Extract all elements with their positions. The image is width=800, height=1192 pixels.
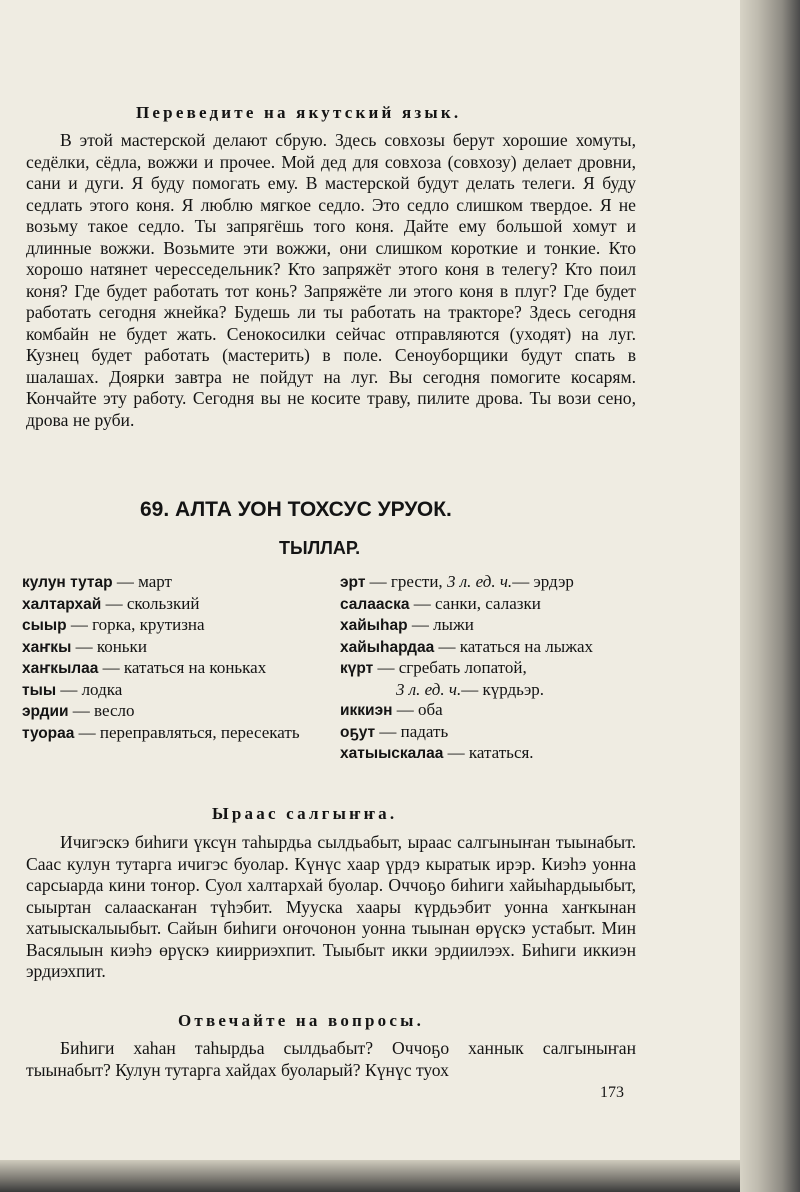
vocab-list-right xyxy=(340,572,632,765)
vocab-entry xyxy=(340,658,632,700)
vocab-definition: — весло xyxy=(68,701,135,720)
vocab-entry xyxy=(340,615,632,637)
vocab-entry xyxy=(22,680,322,702)
vocab-definition: — горка, крутизна xyxy=(66,615,205,634)
translate-heading: Переведите на якутский язык. xyxy=(136,103,462,122)
page-number: 173 xyxy=(600,1084,624,1101)
vocab-entry xyxy=(340,743,632,765)
vocab-definition: — лыжи xyxy=(407,615,474,634)
vocab-entry xyxy=(340,594,632,616)
vocab-entry xyxy=(22,572,322,594)
vocab-word: оҕут xyxy=(340,723,376,741)
vocab-word: хайыһар xyxy=(340,617,408,634)
page-edge-shadow xyxy=(740,0,800,1192)
vocab-word: халтархай xyxy=(22,595,102,613)
vocab-word: хайыһардаа xyxy=(340,638,435,656)
vocab-definition: — кататься. xyxy=(443,743,534,762)
vocab-word: күрт xyxy=(340,660,374,677)
vocab-definition: — скользкий xyxy=(101,593,200,613)
vocab-entry xyxy=(22,594,322,616)
vocab-grammar-note: 3 л. ед. ч. xyxy=(446,572,513,591)
questions-paragraph: Биһиги хаһан таһырдьа сылдьабыт? Оччоҕо ханнык салгыныҥан тыынабыт? Кулун тутарга хайдах буоларый? Күнүс туох xyxy=(26,1038,636,1080)
vocab-entry xyxy=(22,637,322,659)
vocab-grammar-note: 3 л. ед. ч. xyxy=(396,679,462,699)
vocab-definition-form: — эрдэр xyxy=(512,572,574,591)
vocab-entry xyxy=(22,615,322,637)
vocab-definition: — кататься на коньках xyxy=(98,658,267,677)
vocab-entry xyxy=(22,658,322,680)
vocab-definition: — грести, xyxy=(365,572,447,591)
vocab-entry xyxy=(22,701,322,723)
vocab-definition: — коньки xyxy=(71,636,147,656)
vocab-list-left xyxy=(22,572,322,744)
page-bottom-shadow xyxy=(0,1160,740,1192)
vocab-definition: — переправляться, пересекать xyxy=(74,722,300,742)
vocab-word: кулун тутар xyxy=(22,574,113,591)
vocab-definition: — санки, салазки xyxy=(409,593,541,613)
vocab-word: сыыр xyxy=(22,617,67,634)
vocab-definition: — лодка xyxy=(56,679,123,699)
vocabulary-title: ТЫЛЛАР. xyxy=(279,538,361,558)
vocab-entry xyxy=(340,637,632,659)
vocab-word: туораа xyxy=(22,724,75,742)
vocab-word: тыы xyxy=(22,681,57,699)
vocab-word: хатыыскалаа xyxy=(340,745,444,762)
questions-heading: Отвечайте на вопросы. xyxy=(178,1011,425,1030)
vocab-word: эрт xyxy=(340,574,366,591)
reading-paragraph: Ичигэскэ биһиги үксүн таһырдьа сылдьабыт, ыраас салгыныҥан тыынабыт. Саас кулун тутарга ичигэс буолар. Күнүс хаар үрдэ кыратык ирэр. Киэһэ уонна сарсыарда кини тоҥор. Суол халтархай буолар. Оччоҕо биһиги хайыһардыыбыт, сыыртан салааскаҥан түһэбит. Мууска хаары күрдьэбит уонна хаҥкынан хатыыскалыыбыт. Сайын биһиги оҥочонон уонна тыынан өрүскэ устабыт. Мин Васялыын киэһэ өрүскэ киирриэхпит. Тыыбыт икки эрдиилээх. Биһиги иккиэн эрдиэхпит. xyxy=(26,832,636,981)
vocab-word: хаҥкы xyxy=(22,638,72,656)
vocab-word: эрдии xyxy=(22,703,69,720)
vocab-definition: — март xyxy=(112,572,172,591)
reading-heading: Ыраас салгыҥҥа. xyxy=(212,804,398,823)
vocab-word: салааска xyxy=(340,595,410,613)
vocab-definition: — оба xyxy=(392,700,443,719)
vocab-word: хаҥкылаа xyxy=(22,660,99,677)
lesson-title: 69. АЛТА УОН ТОХСУС УРУОК. xyxy=(140,498,452,521)
vocab-word: иккиэн xyxy=(340,702,393,719)
vocab-entry xyxy=(340,572,632,594)
vocab-entry xyxy=(340,722,632,744)
vocab-definition: — кататься на лыжах xyxy=(434,636,594,656)
translate-paragraph: В этой мастерской делают сбрую. Здесь совхозы берут хорошие хомуты, седёлки, сёдла, вожжи и прочее. Мой дед для совхоза (совхозу) делает дровни, сани и дуги. Я буду помогать ему. В мастерской будут делать телеги. Я буду седлать этого коня. Я люблю мягкое седло. Это седло слишком твердое. Я не возьму такое седло. Ты запрягёшь того коня. Дайте ему большой хомут и длинные вожжи. Возьмите эти вожжи, они слишком короткие и тонкие. Кто хорошо натянет чересседельник? Кто запряжёт этого коня в телегу? Кто поил коня? Где будет работать тот конь? Запряжёте ли этого коня в плуг? Где будет работать сегодня жнейка? Будешь ли ты работать на тракторе? Здесь сегодня комбайн не будет жать. Сенокосилки сейчас отправляются (уходят) на луг. Кузнец будет работать (мастерить) в поле. Сеноуборщики будут спать в шалашах. Доярки завтра не пойдут на луг. Вы сегодня помогите косарям. Кончайте эту работу. Сегодня вы не косите траву, пилите дрова. Ты вози сено, дрова не руби. xyxy=(26,130,636,430)
vocab-definition: — падать xyxy=(375,721,449,741)
vocab-definition: — сгребать лопатой, xyxy=(373,658,527,677)
vocab-entry xyxy=(340,700,632,722)
vocab-definition-form: — күрдьэр. xyxy=(461,679,544,699)
vocab-entry xyxy=(22,723,322,745)
